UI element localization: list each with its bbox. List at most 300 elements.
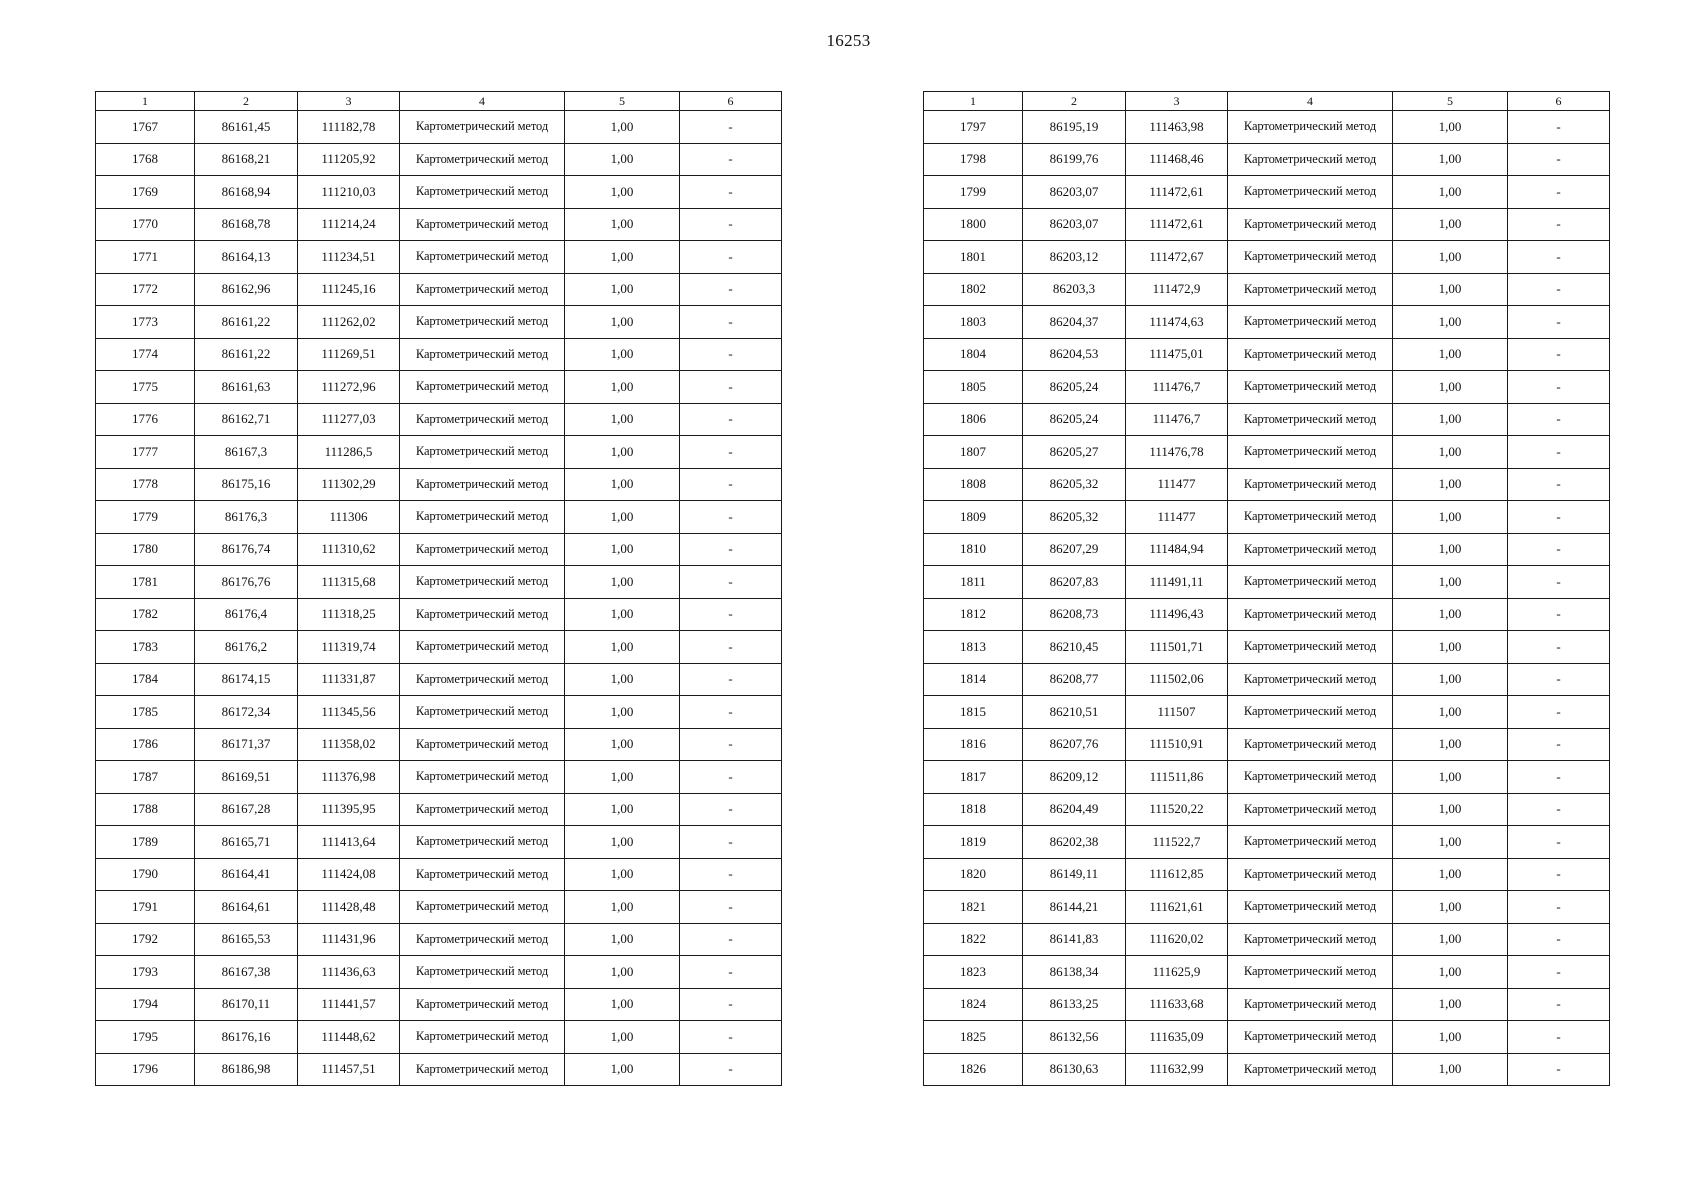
- accuracy-cell: 1,00: [565, 631, 680, 664]
- table-row: [924, 533, 1610, 566]
- x-coordinate-cell: 86172,34: [195, 696, 298, 729]
- accuracy-cell: 1,00: [1393, 1053, 1508, 1086]
- method-cell: Картометрический метод: [1228, 663, 1393, 696]
- method-cell: Картометрический метод: [400, 988, 565, 1021]
- point-number-cell: 1802: [924, 273, 1023, 306]
- accuracy-cell: 1,00: [565, 988, 680, 1021]
- description-cell: -: [1508, 273, 1610, 306]
- table-row: [924, 468, 1610, 501]
- description-cell: -: [680, 111, 782, 144]
- page-number: 16253: [826, 31, 871, 50]
- table-body: [924, 111, 1610, 1086]
- description-cell: -: [680, 1053, 782, 1086]
- description-cell: -: [1508, 631, 1610, 664]
- accuracy-cell: 1,00: [1393, 696, 1508, 729]
- accuracy-cell: 1,00: [1393, 338, 1508, 371]
- point-number-cell: 1821: [924, 891, 1023, 924]
- description-cell: -: [1508, 468, 1610, 501]
- point-number-cell: 1819: [924, 826, 1023, 859]
- method-cell: Картометрический метод: [400, 143, 565, 176]
- description-cell: -: [680, 793, 782, 826]
- description-cell: -: [1508, 436, 1610, 469]
- y-coordinate-cell: 111331,87: [298, 663, 400, 696]
- description-cell: -: [680, 436, 782, 469]
- point-number-cell: 1790: [96, 858, 195, 891]
- description-cell: -: [680, 306, 782, 339]
- point-number-cell: 1795: [96, 1021, 195, 1054]
- x-coordinate-cell: 86164,61: [195, 891, 298, 924]
- accuracy-cell: 1,00: [1393, 988, 1508, 1021]
- header-col-2: 2: [195, 92, 298, 111]
- point-number-cell: 1775: [96, 371, 195, 404]
- table-row: [96, 988, 782, 1021]
- method-cell: Картометрический метод: [1228, 566, 1393, 599]
- description-cell: -: [680, 468, 782, 501]
- y-coordinate-cell: 111318,25: [298, 598, 400, 631]
- point-number-cell: 1817: [924, 761, 1023, 794]
- point-number-cell: 1823: [924, 956, 1023, 989]
- y-coordinate-cell: 111245,16: [298, 273, 400, 306]
- table-row: [96, 143, 782, 176]
- method-cell: Картометрический метод: [400, 1021, 565, 1054]
- x-coordinate-cell: 86170,11: [195, 988, 298, 1021]
- x-coordinate-cell: 86203,07: [1023, 176, 1126, 209]
- y-coordinate-cell: 111632,99: [1126, 1053, 1228, 1086]
- method-cell: Картометрический метод: [400, 858, 565, 891]
- table-row: [96, 468, 782, 501]
- point-number-cell: 1803: [924, 306, 1023, 339]
- method-cell: Картометрический метод: [400, 176, 565, 209]
- table-row: [924, 176, 1610, 209]
- accuracy-cell: 1,00: [1393, 956, 1508, 989]
- table-row: [96, 891, 782, 924]
- description-cell: -: [680, 891, 782, 924]
- table-row: [924, 566, 1610, 599]
- point-number-cell: 1794: [96, 988, 195, 1021]
- x-coordinate-cell: 86207,29: [1023, 533, 1126, 566]
- accuracy-cell: 1,00: [1393, 533, 1508, 566]
- description-cell: -: [1508, 371, 1610, 404]
- description-cell: -: [1508, 858, 1610, 891]
- y-coordinate-cell: 111428,48: [298, 891, 400, 924]
- description-cell: -: [1508, 598, 1610, 631]
- y-coordinate-cell: 111633,68: [1126, 988, 1228, 1021]
- y-coordinate-cell: 111463,98: [1126, 111, 1228, 144]
- table-row: [96, 663, 782, 696]
- y-coordinate-cell: 111476,78: [1126, 436, 1228, 469]
- table-row: [924, 728, 1610, 761]
- x-coordinate-cell: 86205,32: [1023, 501, 1126, 534]
- method-cell: Картометрический метод: [400, 956, 565, 989]
- point-number-cell: 1806: [924, 403, 1023, 436]
- method-cell: Картометрический метод: [400, 371, 565, 404]
- method-cell: Картометрический метод: [1228, 176, 1393, 209]
- table-row: [924, 891, 1610, 924]
- description-cell: -: [680, 826, 782, 859]
- description-cell: -: [680, 371, 782, 404]
- accuracy-cell: 1,00: [565, 403, 680, 436]
- description-cell: -: [1508, 338, 1610, 371]
- x-coordinate-cell: 86176,4: [195, 598, 298, 631]
- point-number-cell: 1796: [96, 1053, 195, 1086]
- accuracy-cell: 1,00: [565, 436, 680, 469]
- method-cell: Картометрический метод: [400, 468, 565, 501]
- point-number-cell: 1785: [96, 696, 195, 729]
- table-row: [924, 761, 1610, 794]
- table-row: [924, 631, 1610, 664]
- point-number-cell: 1780: [96, 533, 195, 566]
- y-coordinate-cell: 111441,57: [298, 988, 400, 1021]
- y-coordinate-cell: 111491,11: [1126, 566, 1228, 599]
- accuracy-cell: 1,00: [565, 858, 680, 891]
- table-row: [924, 143, 1610, 176]
- point-number-cell: 1792: [96, 923, 195, 956]
- table-row: [96, 403, 782, 436]
- accuracy-cell: 1,00: [565, 273, 680, 306]
- description-cell: -: [1508, 1053, 1610, 1086]
- method-cell: Картометрический метод: [400, 241, 565, 274]
- table-body: [96, 111, 782, 1086]
- point-number-cell: 1768: [96, 143, 195, 176]
- x-coordinate-cell: 86205,27: [1023, 436, 1126, 469]
- description-cell: -: [680, 631, 782, 664]
- point-number-cell: 1825: [924, 1021, 1023, 1054]
- method-cell: Картометрический метод: [1228, 533, 1393, 566]
- accuracy-cell: 1,00: [1393, 468, 1508, 501]
- y-coordinate-cell: 111520,22: [1126, 793, 1228, 826]
- method-cell: Картометрический метод: [400, 273, 565, 306]
- point-number-cell: 1804: [924, 338, 1023, 371]
- point-number-cell: 1813: [924, 631, 1023, 664]
- x-coordinate-cell: 86161,63: [195, 371, 298, 404]
- description-cell: -: [1508, 143, 1610, 176]
- y-coordinate-cell: 111262,02: [298, 306, 400, 339]
- accuracy-cell: 1,00: [1393, 273, 1508, 306]
- table-row: [924, 501, 1610, 534]
- header-col-6: 6: [1508, 92, 1610, 111]
- x-coordinate-cell: 86176,76: [195, 566, 298, 599]
- x-coordinate-cell: 86205,32: [1023, 468, 1126, 501]
- accuracy-cell: 1,00: [565, 111, 680, 144]
- description-cell: -: [680, 208, 782, 241]
- method-cell: Картометрический метод: [1228, 631, 1393, 664]
- description-cell: -: [680, 988, 782, 1021]
- x-coordinate-cell: 86202,38: [1023, 826, 1126, 859]
- description-cell: -: [1508, 956, 1610, 989]
- method-cell: Картометрический метод: [1228, 208, 1393, 241]
- point-number-cell: 1812: [924, 598, 1023, 631]
- table-row: [96, 793, 782, 826]
- point-number-cell: 1809: [924, 501, 1023, 534]
- method-cell: Картометрический метод: [1228, 306, 1393, 339]
- x-coordinate-cell: 86210,51: [1023, 696, 1126, 729]
- table-row: [96, 598, 782, 631]
- method-cell: Картометрический метод: [1228, 858, 1393, 891]
- method-cell: Картометрический метод: [1228, 793, 1393, 826]
- table-row: [96, 1053, 782, 1086]
- accuracy-cell: 1,00: [565, 1053, 680, 1086]
- y-coordinate-cell: 111319,74: [298, 631, 400, 664]
- point-number-cell: 1789: [96, 826, 195, 859]
- y-coordinate-cell: 111522,7: [1126, 826, 1228, 859]
- x-coordinate-cell: 86176,3: [195, 501, 298, 534]
- table-row: [96, 533, 782, 566]
- y-coordinate-cell: 111205,92: [298, 143, 400, 176]
- y-coordinate-cell: 111496,43: [1126, 598, 1228, 631]
- accuracy-cell: 1,00: [565, 306, 680, 339]
- point-number-cell: 1816: [924, 728, 1023, 761]
- description-cell: -: [680, 663, 782, 696]
- method-cell: Картометрический метод: [1228, 371, 1393, 404]
- point-number-cell: 1786: [96, 728, 195, 761]
- table-row: [96, 761, 782, 794]
- accuracy-cell: 1,00: [565, 338, 680, 371]
- coordinates-table-left: [95, 91, 782, 1086]
- table-row: [96, 371, 782, 404]
- x-coordinate-cell: 86204,37: [1023, 306, 1126, 339]
- method-cell: Картометрический метод: [400, 728, 565, 761]
- x-coordinate-cell: 86175,16: [195, 468, 298, 501]
- table-row: [924, 208, 1610, 241]
- x-coordinate-cell: 86141,83: [1023, 923, 1126, 956]
- y-coordinate-cell: 111436,63: [298, 956, 400, 989]
- y-coordinate-cell: 111182,78: [298, 111, 400, 144]
- point-number-cell: 1822: [924, 923, 1023, 956]
- method-cell: Картометрический метод: [1228, 1021, 1393, 1054]
- method-cell: Картометрический метод: [1228, 338, 1393, 371]
- method-cell: Картометрический метод: [1228, 143, 1393, 176]
- description-cell: -: [680, 923, 782, 956]
- table-row: [924, 371, 1610, 404]
- point-number-cell: 1805: [924, 371, 1023, 404]
- table-row: [96, 338, 782, 371]
- point-number-cell: 1826: [924, 1053, 1023, 1086]
- y-coordinate-cell: 111612,85: [1126, 858, 1228, 891]
- method-cell: Картометрический метод: [1228, 598, 1393, 631]
- y-coordinate-cell: 111457,51: [298, 1053, 400, 1086]
- description-cell: -: [680, 338, 782, 371]
- table-row: [924, 1053, 1610, 1086]
- description-cell: -: [680, 566, 782, 599]
- accuracy-cell: 1,00: [1393, 663, 1508, 696]
- description-cell: -: [680, 728, 782, 761]
- method-cell: Картометрический метод: [1228, 923, 1393, 956]
- x-coordinate-cell: 86204,53: [1023, 338, 1126, 371]
- description-cell: -: [680, 143, 782, 176]
- x-coordinate-cell: 86176,74: [195, 533, 298, 566]
- accuracy-cell: 1,00: [1393, 761, 1508, 794]
- y-coordinate-cell: 111210,03: [298, 176, 400, 209]
- accuracy-cell: 1,00: [1393, 306, 1508, 339]
- table-row: [924, 241, 1610, 274]
- x-coordinate-cell: 86169,51: [195, 761, 298, 794]
- x-coordinate-cell: 86162,96: [195, 273, 298, 306]
- description-cell: -: [680, 696, 782, 729]
- table-row: [96, 306, 782, 339]
- accuracy-cell: 1,00: [1393, 371, 1508, 404]
- x-coordinate-cell: 86203,07: [1023, 208, 1126, 241]
- point-number-cell: 1818: [924, 793, 1023, 826]
- method-cell: Картометрический метод: [400, 501, 565, 534]
- y-coordinate-cell: 111621,61: [1126, 891, 1228, 924]
- accuracy-cell: 1,00: [1393, 631, 1508, 664]
- method-cell: Картометрический метод: [400, 696, 565, 729]
- description-cell: -: [680, 273, 782, 306]
- accuracy-cell: 1,00: [1393, 598, 1508, 631]
- method-cell: Картометрический метод: [1228, 273, 1393, 306]
- point-number-cell: 1767: [96, 111, 195, 144]
- description-cell: -: [680, 533, 782, 566]
- y-coordinate-cell: 111277,03: [298, 403, 400, 436]
- table-row: [924, 436, 1610, 469]
- table-row: [96, 1021, 782, 1054]
- x-coordinate-cell: 86164,41: [195, 858, 298, 891]
- description-cell: -: [680, 241, 782, 274]
- point-number-cell: 1820: [924, 858, 1023, 891]
- accuracy-cell: 1,00: [565, 761, 680, 794]
- method-cell: Картометрический метод: [400, 631, 565, 664]
- y-coordinate-cell: 111625,9: [1126, 956, 1228, 989]
- point-number-cell: 1799: [924, 176, 1023, 209]
- accuracy-cell: 1,00: [1393, 403, 1508, 436]
- y-coordinate-cell: 111424,08: [298, 858, 400, 891]
- table-row: [96, 858, 782, 891]
- table-row: [96, 176, 782, 209]
- y-coordinate-cell: 111472,61: [1126, 208, 1228, 241]
- method-cell: Картометрический метод: [400, 111, 565, 144]
- x-coordinate-cell: 86167,28: [195, 793, 298, 826]
- description-cell: -: [680, 761, 782, 794]
- method-cell: Картометрический метод: [400, 208, 565, 241]
- description-cell: -: [1508, 728, 1610, 761]
- table-row: [924, 273, 1610, 306]
- accuracy-cell: 1,00: [565, 371, 680, 404]
- method-cell: Картометрический метод: [400, 566, 565, 599]
- method-cell: Картометрический метод: [400, 338, 565, 371]
- method-cell: Картометрический метод: [400, 533, 565, 566]
- method-cell: Картометрический метод: [400, 793, 565, 826]
- table-header-row: [96, 92, 782, 111]
- y-coordinate-cell: 111306: [298, 501, 400, 534]
- method-cell: Картометрический метод: [400, 923, 565, 956]
- accuracy-cell: 1,00: [565, 241, 680, 274]
- point-number-cell: 1788: [96, 793, 195, 826]
- y-coordinate-cell: 111269,51: [298, 338, 400, 371]
- description-cell: -: [680, 176, 782, 209]
- accuracy-cell: 1,00: [1393, 891, 1508, 924]
- y-coordinate-cell: 111468,46: [1126, 143, 1228, 176]
- header-col-4: 4: [1228, 92, 1393, 111]
- x-coordinate-cell: 86149,11: [1023, 858, 1126, 891]
- x-coordinate-cell: 86207,83: [1023, 566, 1126, 599]
- method-cell: Картометрический метод: [1228, 111, 1393, 144]
- point-number-cell: 1776: [96, 403, 195, 436]
- x-coordinate-cell: 86165,53: [195, 923, 298, 956]
- point-number-cell: 1781: [96, 566, 195, 599]
- y-coordinate-cell: 111272,96: [298, 371, 400, 404]
- description-cell: -: [1508, 208, 1610, 241]
- y-coordinate-cell: 111472,67: [1126, 241, 1228, 274]
- table-row: [96, 956, 782, 989]
- point-number-cell: 1810: [924, 533, 1023, 566]
- y-coordinate-cell: 111510,91: [1126, 728, 1228, 761]
- point-number-cell: 1815: [924, 696, 1023, 729]
- accuracy-cell: 1,00: [1393, 143, 1508, 176]
- y-coordinate-cell: 111345,56: [298, 696, 400, 729]
- point-number-cell: 1777: [96, 436, 195, 469]
- table-row: [96, 208, 782, 241]
- point-number-cell: 1769: [96, 176, 195, 209]
- x-coordinate-cell: 86203,3: [1023, 273, 1126, 306]
- header-col-3: 3: [1126, 92, 1228, 111]
- x-coordinate-cell: 86207,76: [1023, 728, 1126, 761]
- description-cell: -: [680, 1021, 782, 1054]
- table-row: [924, 923, 1610, 956]
- accuracy-cell: 1,00: [1393, 176, 1508, 209]
- y-coordinate-cell: 111315,68: [298, 566, 400, 599]
- description-cell: -: [680, 858, 782, 891]
- method-cell: Картометрический метод: [1228, 728, 1393, 761]
- x-coordinate-cell: 86205,24: [1023, 403, 1126, 436]
- accuracy-cell: 1,00: [565, 208, 680, 241]
- table-row: [924, 306, 1610, 339]
- x-coordinate-cell: 86132,56: [1023, 1021, 1126, 1054]
- x-coordinate-cell: 86204,49: [1023, 793, 1126, 826]
- x-coordinate-cell: 86209,12: [1023, 761, 1126, 794]
- x-coordinate-cell: 86168,21: [195, 143, 298, 176]
- header-col-2: 2: [1023, 92, 1126, 111]
- table-row: [924, 988, 1610, 1021]
- x-coordinate-cell: 86203,12: [1023, 241, 1126, 274]
- table-row: [96, 631, 782, 664]
- point-number-cell: 1779: [96, 501, 195, 534]
- accuracy-cell: 1,00: [565, 468, 680, 501]
- description-cell: -: [1508, 306, 1610, 339]
- method-cell: Картометрический метод: [1228, 436, 1393, 469]
- y-coordinate-cell: 111620,02: [1126, 923, 1228, 956]
- y-coordinate-cell: 111476,7: [1126, 403, 1228, 436]
- point-number-cell: 1771: [96, 241, 195, 274]
- table-row: [96, 728, 782, 761]
- accuracy-cell: 1,00: [565, 1021, 680, 1054]
- method-cell: Картометрический метод: [1228, 1053, 1393, 1086]
- table-row: [924, 793, 1610, 826]
- x-coordinate-cell: 86195,19: [1023, 111, 1126, 144]
- y-coordinate-cell: 111501,71: [1126, 631, 1228, 664]
- header-col-1: 1: [96, 92, 195, 111]
- description-cell: -: [680, 403, 782, 436]
- header-col-5: 5: [565, 92, 680, 111]
- description-cell: -: [1508, 761, 1610, 794]
- y-coordinate-cell: 111502,06: [1126, 663, 1228, 696]
- accuracy-cell: 1,00: [565, 696, 680, 729]
- y-coordinate-cell: 111310,62: [298, 533, 400, 566]
- table-row: [96, 501, 782, 534]
- description-cell: -: [680, 598, 782, 631]
- y-coordinate-cell: 111358,02: [298, 728, 400, 761]
- accuracy-cell: 1,00: [565, 956, 680, 989]
- table-row: [96, 696, 782, 729]
- description-cell: -: [1508, 403, 1610, 436]
- y-coordinate-cell: 111395,95: [298, 793, 400, 826]
- point-number-cell: 1800: [924, 208, 1023, 241]
- accuracy-cell: 1,00: [565, 663, 680, 696]
- header-col-3: 3: [298, 92, 400, 111]
- table-row: [96, 436, 782, 469]
- x-coordinate-cell: 86174,15: [195, 663, 298, 696]
- x-coordinate-cell: 86133,25: [1023, 988, 1126, 1021]
- accuracy-cell: 1,00: [1393, 501, 1508, 534]
